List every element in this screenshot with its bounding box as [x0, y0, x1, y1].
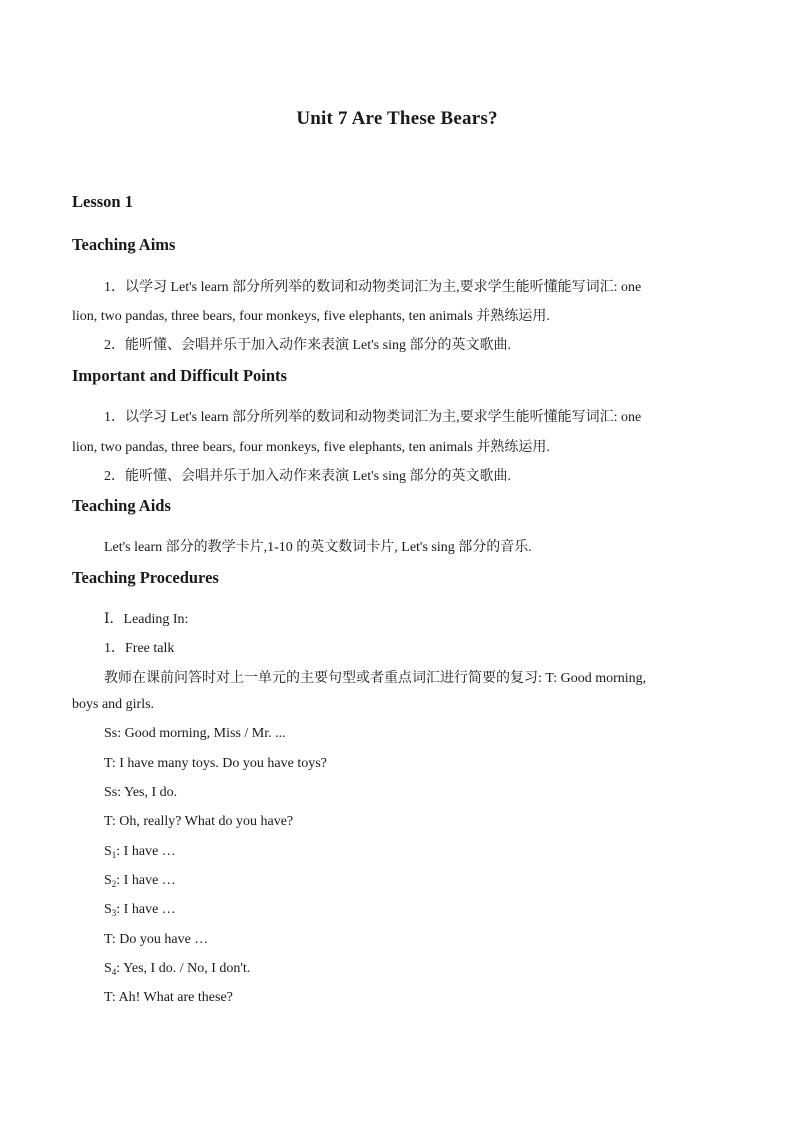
procedures-heading: Teaching Procedures	[72, 568, 219, 587]
aims-heading: Teaching Aims	[72, 235, 176, 254]
points-item-2: 2．能听懂、会唱并乐于加入动作来表演 Let's sing 部分的英文歌曲.	[104, 469, 511, 484]
aids-text: Let's learn 部分的教学卡片,1-10 的英文数词卡片, Let's sing 部分的音乐.	[104, 540, 532, 555]
dialog-text: : I have …	[116, 873, 176, 888]
dialog-line: Ss: Good morning, Miss / Mr. ...	[104, 726, 286, 741]
dialog-line-student-2	[104, 873, 176, 889]
lesson-heading: Lesson 1	[72, 192, 133, 211]
dialog-line-student-3	[104, 902, 176, 918]
procedure-intro-line-1: 教师在课前问答时对上一单元的主要句型或者重点词汇进行简要的复习: T: Good morning,	[104, 671, 647, 686]
procedure-step: Ⅰ．Leading In:	[104, 612, 189, 627]
procedure-substep: 1．Free talk	[104, 641, 175, 656]
aims-item-1-line-1: 1．以学习 Let's learn 部分所列举的数词和动物类词汇为主,要求学生能听懂能写词汇: one	[104, 280, 642, 295]
dialog-line: Ss: Yes, I do.	[104, 785, 178, 800]
page-title: Unit 7 Are These Bears?	[296, 108, 498, 129]
dialog-line: T: I have many toys. Do you have toys?	[104, 756, 327, 771]
dialog-line-student-4	[104, 961, 250, 977]
points-heading: Important and Difficult Points	[72, 366, 287, 385]
dialog-text: : I have …	[116, 844, 176, 859]
speaker-label: S	[104, 844, 112, 859]
speaker-number: 2	[111, 879, 117, 889]
dialog-line: T: Do you have …	[104, 932, 209, 947]
speaker-label: S	[104, 873, 112, 888]
aids-heading: Teaching Aids	[72, 496, 171, 515]
dialog-line-student-1	[104, 844, 176, 860]
dialog-line: T: Ah! What are these?	[104, 990, 233, 1005]
dialog-line: T: Oh, really? What do you have?	[104, 814, 294, 829]
aims-item-1-line-2: lion, two pandas, three bears, four monkeys, five elephants, ten animals 并熟练运用.	[72, 309, 550, 324]
speaker-label: S	[104, 902, 112, 917]
dialog-text: : Yes, I do. / No, I don't.	[116, 961, 251, 976]
points-item-1-line-2: lion, two pandas, three bears, four monkeys, five elephants, ten animals 并熟练运用.	[72, 440, 550, 455]
aims-item-2: 2．能听懂、会唱并乐于加入动作来表演 Let's sing 部分的英文歌曲.	[104, 338, 511, 353]
points-item-1-line-1: 1．以学习 Let's learn 部分所列举的数词和动物类词汇为主,要求学生能听懂能写词汇: one	[104, 410, 642, 425]
speaker-number: 4	[111, 967, 117, 977]
dialog-text: : I have …	[116, 902, 176, 917]
procedure-intro-line-2: boys and girls.	[72, 697, 155, 712]
speaker-number: 1	[111, 850, 117, 860]
speaker-number: 3	[111, 908, 117, 918]
speaker-label: S	[104, 961, 112, 976]
